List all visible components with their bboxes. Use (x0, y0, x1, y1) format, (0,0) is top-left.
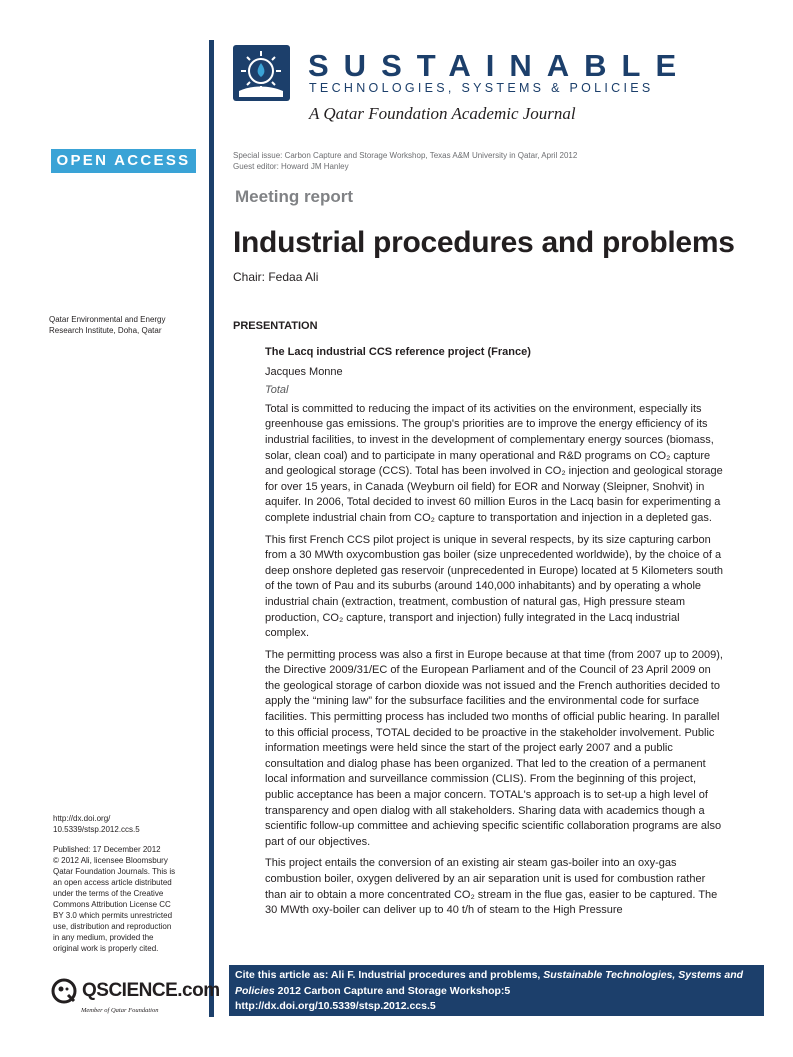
citation-prefix: Cite this article as: Ali F. Industrial procedures and problems, (235, 969, 541, 981)
doi-line: http://dx.doi.org/ (53, 814, 111, 823)
presentation-affiliation: Total (265, 384, 289, 397)
license-line: use, distribution and reproduction (53, 922, 172, 931)
license-line: Published: 17 December 2012 (53, 845, 161, 854)
license-line: BY 3.0 which permits unrestricted (53, 911, 173, 920)
citation-box (229, 965, 764, 1016)
article-body (265, 345, 725, 925)
license-line: Commons Attribution License CC (53, 900, 171, 909)
paragraph: This first French CCS pilot project is unique in several respects, by its size capturing carbon from a 30 MWth oxycombustion gas boiler (size unprecedented worldwide), by the choice of a deep onshore depleted gas reservoir (unprecedented in Europe) located at 5 Kilometers south of the town of Pau and its suburbs (around 140,000 inhabitants) and by operating a whole industrial chain (extraction, treatment, combustion of natural gas, High pressure steam production, CO₂ capture, transport and injection) fully integrated in the Lacq industrial complex. (265, 533, 724, 640)
journal-logo-icon (233, 45, 290, 101)
affiliation-line: Research Institute, Doha, Qatar (49, 326, 162, 335)
license-line: under the terms of the Creative (53, 889, 164, 898)
journal-subtitle: TECHNOLOGIES, SYSTEMS & POLICIES (309, 81, 654, 95)
open-access-badge: OPEN ACCESS (51, 149, 196, 173)
author-affiliation (49, 314, 199, 336)
citation-rest: 2012 Carbon Capture and Storage Workshop:5 (277, 984, 511, 997)
paragraph: This project entails the conversion of an existing air steam gas-boiler into an oxy-gas combustion boiler, oxygen delivered by an air separation unit is used for combustion rather than air to obtain a more concentrated CO₂ stream in the flue gas, easier to be captured. The 30 MWth oxy-boiler can deliver up to 40 t/h of steam to the High Pressure (265, 857, 718, 917)
chair-line: Chair: Fedaa Ali (233, 270, 319, 284)
special-issue-line: Special issue: Carbon Capture and Storage Workshop, Texas A&M University in Qatar, April 2012 (233, 151, 578, 160)
citation-journal: Sustainable Technologies, Systems and Policies (235, 969, 744, 997)
doi-line: 10.5339/stsp.2012.ccs.5 (53, 825, 140, 834)
affiliation-line: Qatar Environmental and Energy (49, 315, 166, 324)
license-line: an open access article distributed (53, 878, 172, 887)
qscience-logo-icon (51, 978, 77, 1004)
citation-doi-link[interactable]: http://dx.doi.org/10.5339/stsp.2012.ccs.5 (235, 1000, 436, 1012)
qscience-logo[interactable]: QSCIENCE.com (82, 980, 220, 1001)
special-issue-info (233, 150, 577, 172)
license-line: original work is properly cited. (53, 944, 159, 953)
presentation-title: The Lacq industrial CCS reference project (France) (265, 346, 531, 358)
doi-link[interactable] (53, 813, 140, 835)
license-line: Qatar Foundation Journals. This is (53, 867, 176, 876)
presentation-author: Jacques Monne (265, 365, 343, 378)
license-line: in any medium, provided the (53, 933, 154, 942)
guest-editor-line: Guest editor: Howard JM Hanley (233, 162, 349, 171)
section-heading: PRESENTATION (233, 320, 318, 332)
license-info (53, 844, 198, 954)
journal-tagline: A Qatar Foundation Academic Journal (309, 104, 576, 123)
report-type: Meeting report (235, 187, 354, 206)
paragraph: The permitting process was also a first in Europe because at that time (from 2007 up to 2009), the Directive 2009/31/EC of the European Parliament and of the Council of 23 April 2009 on the geological storage of carbon dioxide was not issued and the French authorities decided to apply the “mining law” for the subsurface facilities and the environmental code for surface facilities. This permitting process has included two months of official public hearing. In parallel to this official process, TOTAL decided to be proactive in the stakeholder involvement. Public information meetings were held since the start of the project early 2007 and a public consultation and dialog phase has been organized. That led to the creation of a permanent local information and surveillance commission (CLIS). From the beginning of this project, public acceptance has been a major concern. TOTAL's approach is to set-up a high level of transparency and open dialog with all stakeholders. Sharing data with academics though a scientific follow-up committee and achieving specific scientific collaboration programs are also part of our objectives. (265, 648, 723, 848)
journal-name: SUSTAINABLE (308, 48, 692, 83)
license-line: © 2012 Ali, licensee Bloomsbury (53, 856, 168, 865)
vertical-rule (209, 40, 214, 1017)
article-title: Industrial procedures and problems (233, 226, 735, 259)
paragraph: Total is committed to reducing the impact of its activities on the environment, especially its greenhouse gas emissions. The group's priorities are to improve the energy efficiency of its industrial facilities, to invest in the development of complementary energy sources (biomass, solar, clean coal) and to participate in many operational and R&D programs on CO₂ capture and geological storage (CCS). Total has been involved in CO₂ injection and geological storage for over 15 years, in Canada (Weyburn oil field) for EOR and Norway (Sleipner, Snohvit) in aquifer. In 2006, Total decided to invest 60 million Euros in the Lacq basin for experimenting a complete industrial chain from CO₂ capture to transportation and injection in a depleted gas. (265, 402, 723, 524)
qscience-member-note: Member of Qatar Foundation (81, 1007, 159, 1014)
